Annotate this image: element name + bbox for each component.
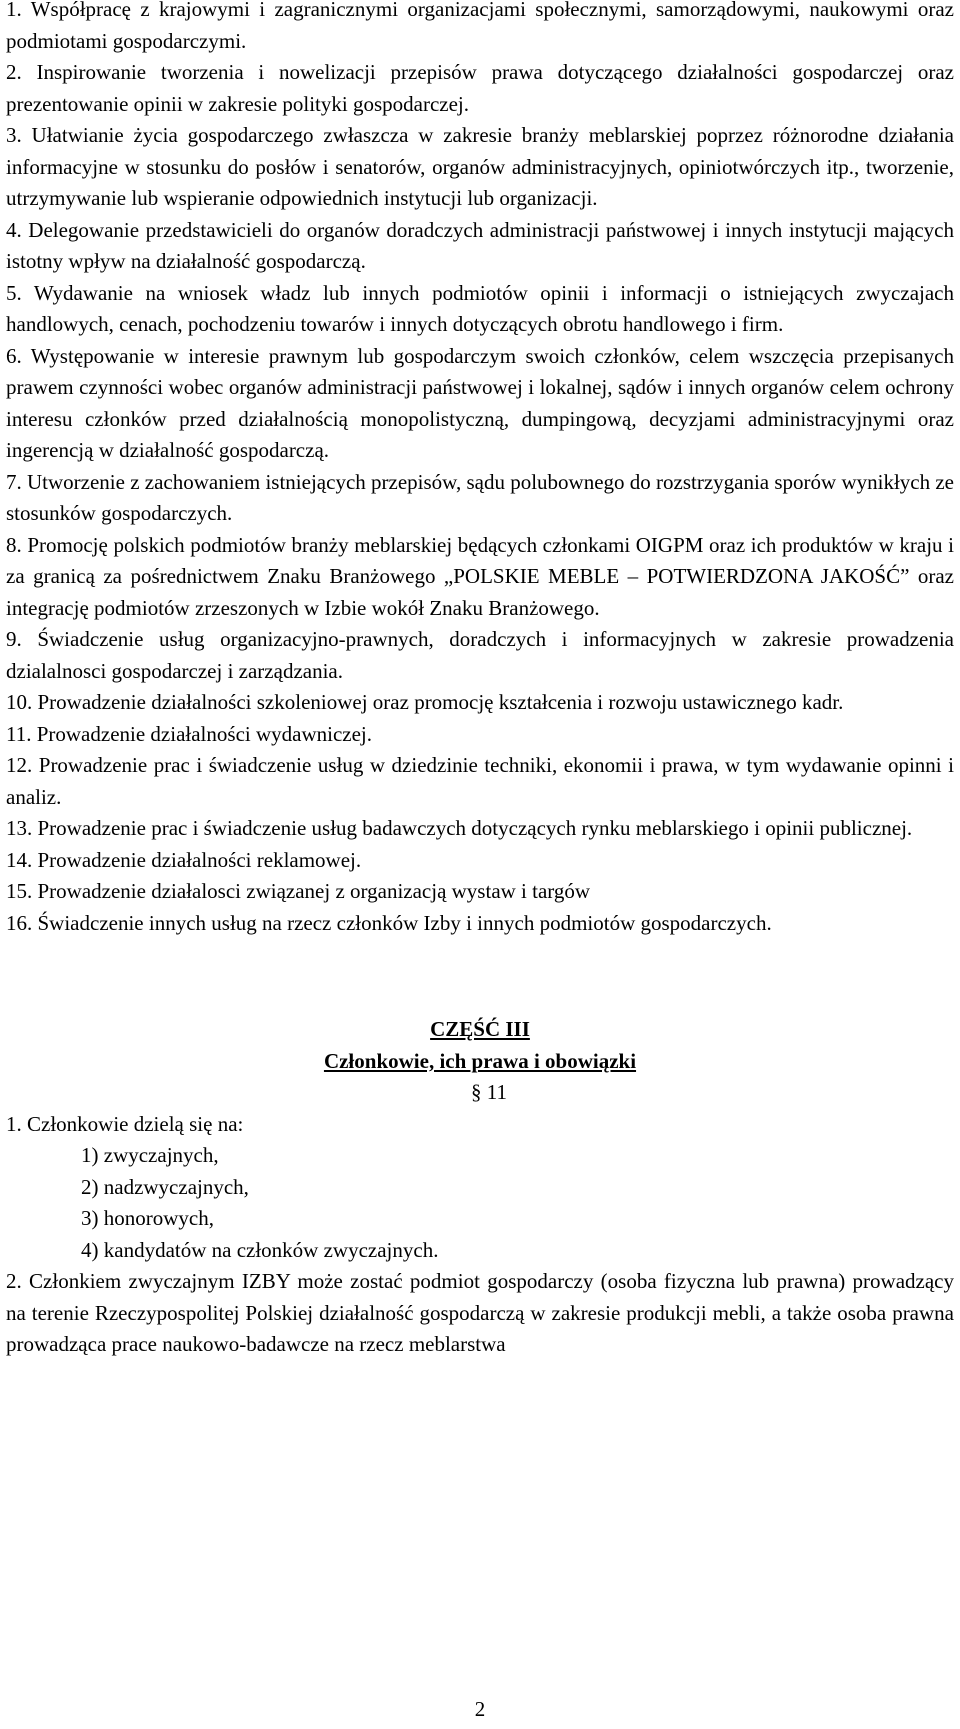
list-item: 9. Świadczenie usług organizacyjno-prawnych, doradczych i informacyjnych w zakresie prowadzenia dzialalnosci gospodarczej i zarządzania. xyxy=(6,627,954,683)
member-definition: 2. Członkiem zwyczajnym IZBY może zostać podmiot gospodarczy (osoba fizyczna lub prawna) prowadzący na terenie Rzeczypospolitej Polskiej działalność gospodarczą w zakresie produkcji mebli, a także osoba prawna prowadząca prace naukowo-badawcze na rzecz meblarstwa xyxy=(6,1269,954,1356)
list-item: 13. Prowadzenie prac i świadczenie usług badawczych dotyczących rynku meblarskiego i opinii publicznej. xyxy=(6,816,913,840)
paragraph-sign: § 11 xyxy=(471,1080,507,1104)
member-type-item: 3) honorowych, xyxy=(81,1206,214,1230)
section-spacer xyxy=(6,939,954,1014)
page-number: 2 xyxy=(474,1697,486,1721)
list-item: 2. Inspirowanie tworzenia i nowelizacji przepisów prawa dotyczącego działalności gospodarczej oraz prezentowanie opinii w zakresie polityki gospodarczej. xyxy=(6,60,954,116)
list-item: 14. Prowadzenie działalności reklamowej. xyxy=(6,847,362,872)
list-item: 12. Prowadzenie prac i świadczenie usług w dziedzinie techniki, ekonomii i prawa, w tym wydawanie opinni i analiz. xyxy=(6,753,954,809)
list-item: 5. Wydawanie na wniosek władz lub innych podmiotów opinii i informacji o istniejących zwyczajach handlowych, cenach, pochodzeniu towarów i innych dotyczących obrotu handlowego i firm. xyxy=(6,280,954,336)
list-item: 10. Prowadzenie działalności szkoleniowej oraz promocję kształcenia i rozwoju ustawicznego kadr. xyxy=(6,690,844,714)
list-item: 4. Delegowanie przedstawicieli do organów doradczych administracji państwowej i innych instytucji mających istotny wpływ na działalność gospodarczą. xyxy=(6,217,954,273)
list-item: 15. Prowadzenie działalosci związanej z organizacją wystaw i targów xyxy=(6,879,591,903)
list-item: 1. Współpracę z krajowymi i zagranicznymi organizacjami społecznymi, samorządowymi, naukowymi oraz podmiotami gospodarczymi. xyxy=(6,0,954,53)
member-type-item: 4) kandydatów na członków zwyczajnych. xyxy=(81,1237,439,1262)
list-item: 6. Występowanie w interesie prawnym lub gospodarczym swoich członków, celem wszczęcia przepisanych prawem czynności wobec organów administracji państwowej i lokalnej, sądów i innych organów celem ochrony interesu członków przed działalnością monopolistyczną, dumpingową, decyzjami administracyjnymi oraz ingerencją w działalność gospodarczą. xyxy=(6,343,954,462)
document-page xyxy=(6,0,954,1361)
list-item: 11. Prowadzenie działalności wydawniczej. xyxy=(6,721,373,746)
member-type-item: 2) nadzwyczajnych, xyxy=(81,1174,249,1199)
list-item: 8. Promocję polskich podmiotów branży meblarskiej będących członkami OIGPM oraz ich produktów w kraju i za granicą za pośrednictwem Znaku Branżowego „POLSKIE MEBLE – POTWIERDZONA JAKOŚĆ” oraz integrację podmiotów zrzeszonych w Izbie wokół Znaku Branżowego. xyxy=(6,532,954,620)
list-item: 3. Ułatwianie życia gospodarczego zwłaszcza w zakresie branży meblarskiej poprzez różnorodne działania informacyjne w stosunku do posłów i senatorów, organów administracyjnych, opiniotwórczych itp., tworzenie, utrzymywanie lub wspieranie odpowiednich instytucji lub organizacji. xyxy=(6,123,954,210)
members-intro: 1. Członkowie dzielą się na: xyxy=(6,1111,244,1136)
member-type-item: 1) zwyczajnych, xyxy=(81,1143,219,1167)
list-item: 7. Utworzenie z zachowaniem istniejących przepisów, sądu polubownego do rozstrzygania sporów wynikłych ze stosunków gospodarczych. xyxy=(6,469,955,525)
section-subtitle: Członkowie, ich prawa i obowiązki xyxy=(323,1048,637,1073)
list-item: 16. Świadczenie innych usług na rzecz członków Izby i innych podmiotów gospodarczych. xyxy=(6,910,772,935)
section-title: CZĘŚĆ III xyxy=(430,1017,530,1041)
